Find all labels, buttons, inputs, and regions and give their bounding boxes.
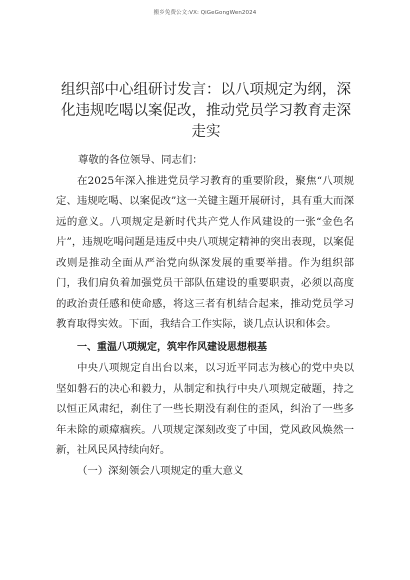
document-title: 组织部中心组研讨发言：以八项规定为纲，深化违规吃喝以案促改，推动党员学习教育走深走实 [61,82,351,140]
salutation: 尊敬的各位领导、同志们： [78,154,203,166]
intro-paragraph: 在2025年深入推进党员学习教育的重要阶段，聚焦“八项规定、违规吃喝、以案促改”这一关键主题开展研讨，具有重大而深远的意义。八项规定是新时代共产党人作风建设的一张“金色名片”，违规吃喝问题是违反中央八项规定精神的突出表现，以案促改则是推动全面从严治党向纵深发展的重要举措。作为组织部门，我们肩负着加强党员干部队伍建设的重要职责，必须以高度的政治责任感和使命感，将这三者有机结合起来，推动党员学习教育取得实效。下面，我结合工作实际，谈几点认识和体会。 [56,174,354,330]
header-watermark-note: 搬乡免费公文:VX: QiGeGongWen2024 [153,10,257,16]
document-body [56,150,354,481]
subsection-heading-1: （一）深刻领会八项规定的重大意义 [77,464,244,477]
section-1-paragraph: 中央八项规定自出台以来，以习近平同志为核心的党中央以坚如磐石的决心和毅力，从制定和执行中央八项规定破题，持之以恒正风肃纪，刹住了一些长期没有刹住的歪风，纠治了一些多年未除的顽瘴痼疾。八项规定深刻改变了中国，党风政风焕然一新，社风民风持续向好。 [56,362,354,456]
section-heading-1: 一、重温八项规定，筑牢作风建设思想根基 [77,341,267,353]
